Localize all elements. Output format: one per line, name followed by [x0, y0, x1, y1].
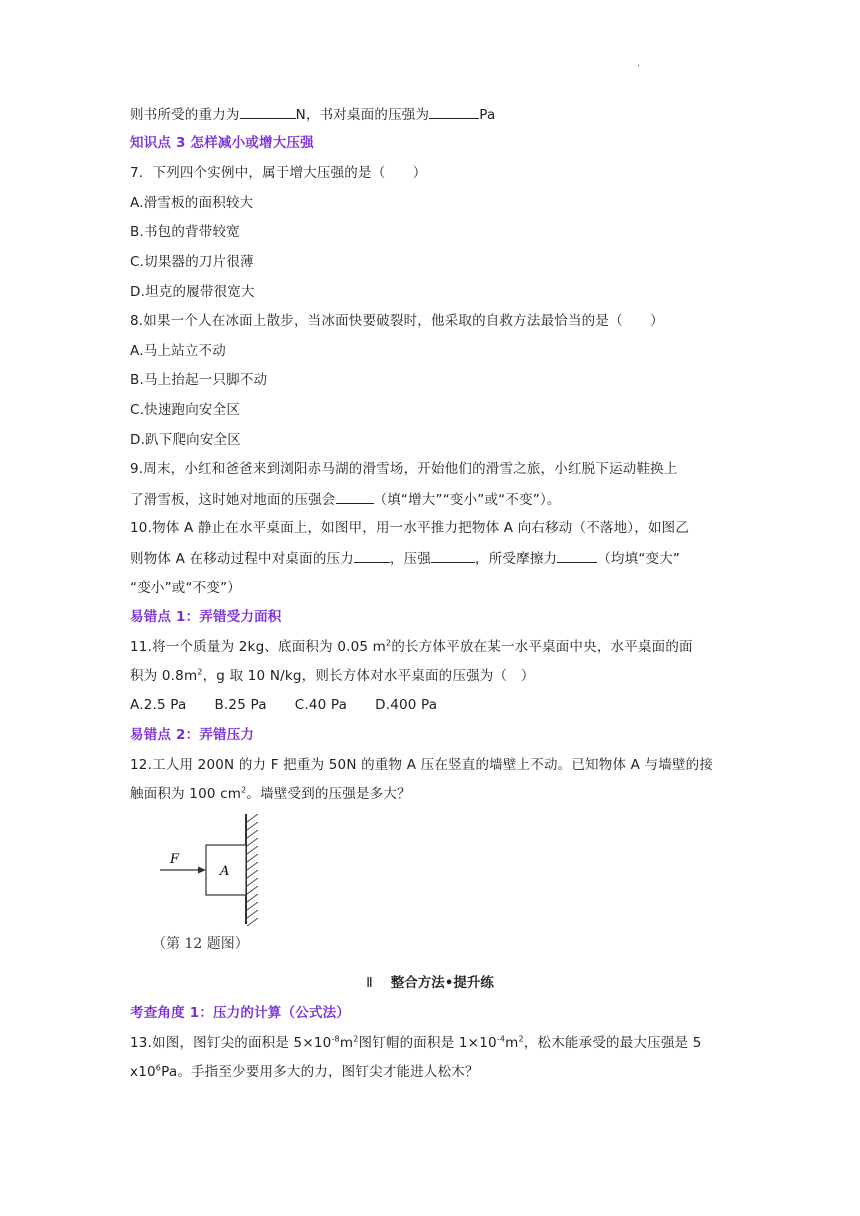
q11-options: [130, 695, 465, 715]
q13-line-2: $x10^6Pa$。手指至少要用多大的力，图钉尖才能进人松木？: [130, 1063, 479, 1080]
q8-option-d: D.趴下爬向安全区: [130, 432, 241, 448]
header-mark: .: [637, 58, 641, 69]
section-2-heading: Ⅱ 整合方法•提升练: [366, 975, 494, 991]
q10-line-3: “变小”或“不变”）: [130, 580, 241, 596]
q7-option-a: A.滑雪板的面积较大: [130, 195, 254, 211]
force-label: F: [170, 852, 180, 867]
q13-line-1: 13.如图，图钉尖的面积是 $5\times 10^{-8}m^2$图钉帽的面积是 $1\times 10^{-4}m^2$，松木能承受的最大压强是 5: [130, 1034, 702, 1051]
q12-figure: [150, 812, 280, 957]
error-point-2-heading: 易错点 2：弄错压力: [130, 727, 255, 743]
q7-option-b: B.书包的背带较宽: [130, 224, 240, 240]
q8-stem: 8.如果一个人在冰面上散步，当冰面快要破裂时，他采取的自救方法最恰当的是（ ）: [130, 313, 664, 329]
wall-hatching: [247, 814, 258, 926]
q8-option-a: A.马上站立不动: [130, 343, 226, 359]
q11-option-a: A.2.5 Pa: [130, 697, 187, 713]
q11-line-2: 积为 $0.8m^2$，g 取 10 N/kg，则长方体对水平桌面的压强为（ ）: [130, 667, 535, 684]
q9-line-1: 9.周末，小红和爸爸来到浏阳赤马湖的滑雪场，开始他们的滑雪之旅，小红脱下运动鞋换上: [130, 461, 678, 477]
q6-tail: 则书所受的重力为 N，书对桌面的压强为 Pa: [130, 104, 495, 125]
q9-line-2: 了滑雪板，这时她对地面的压强会 （填“增大”“变小”或“不变”）。: [130, 489, 561, 510]
q10-line-1: 10.物体 A 静止在水平桌面上，如图甲，用一水平推力把物体 A 向右移动（不落地），如图乙: [130, 520, 690, 536]
figure-caption: （第 12 题图）: [152, 936, 249, 952]
q8-option-b: B.马上抬起一只脚不动: [130, 372, 268, 388]
block-label: A: [220, 864, 230, 879]
q11-option-c: C.40 Pa: [294, 697, 348, 713]
q12-line-2: 触面积为 100 $cm^2$。墙壁受到的压强是多大？: [130, 785, 411, 802]
q12-line-1: 12.工人用 200N 的力 F 把重为 50N 的重物 A 压在竖直的墙壁上不动。已知物体 A 与墙壁的接: [130, 757, 714, 773]
q7-option-d: D.坦克的履带很宽大: [130, 284, 255, 300]
knowledge-point-3-heading: 知识点 3 怎样减小或增大压强: [130, 135, 314, 151]
q10-line-2: 则物体 A 在移动过程中对桌面的压力 ，压强 ，所受摩擦力 （均填“变大”: [130, 548, 680, 569]
error-point-1-heading: 易错点 1：弄错受力面积: [130, 609, 282, 625]
q7-stem: 7．下列四个实例中，属于增大压强的是（ ）: [130, 165, 427, 181]
q8-option-c: C.快速跑向安全区: [130, 402, 241, 418]
q11-option-b: B.25 Pa: [214, 697, 267, 713]
q7-option-c: C.切果器的刀片很薄: [130, 254, 254, 270]
force-arrowhead: [198, 867, 206, 874]
q11-line-1: 11.将一个质量为 2kg、底面积为 0.05 $m^2$的长方体平放在某一水平桌面中央，水平桌面的面: [130, 638, 693, 655]
angle-1-heading: 考查角度 1：压力的计算（公式法）: [130, 1005, 350, 1021]
q11-option-d: D.400 Pa: [375, 697, 438, 713]
